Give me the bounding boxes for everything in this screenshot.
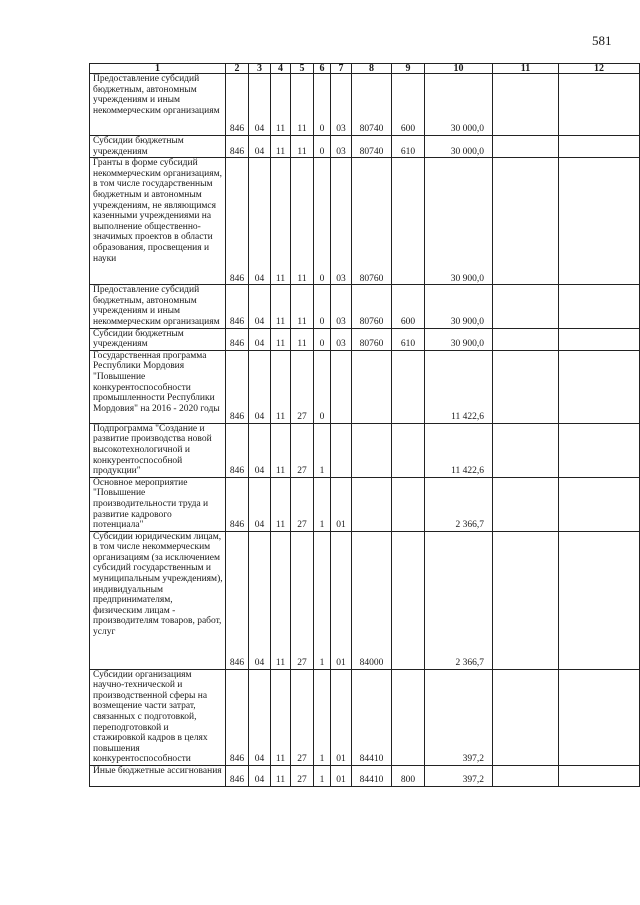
code-cell xyxy=(493,350,559,423)
table-row xyxy=(90,285,640,328)
code-cell: 11 xyxy=(271,328,291,350)
code-cell xyxy=(559,423,640,477)
code-cell: 03 xyxy=(331,328,352,350)
code-cell: 01 xyxy=(331,531,352,669)
column-header: 3 xyxy=(249,64,271,74)
code-cell: 846 xyxy=(226,477,249,531)
code-cell: 610 xyxy=(392,136,425,158)
row-name-cell xyxy=(90,136,226,158)
code-cell: 0 xyxy=(314,285,331,328)
code-cell: 846 xyxy=(226,285,249,328)
code-cell: 03 xyxy=(331,285,352,328)
code-cell: 03 xyxy=(331,158,352,285)
code-cell: 600 xyxy=(392,74,425,136)
code-cell: 80760 xyxy=(352,328,392,350)
code-cell: 11 xyxy=(291,136,314,158)
code-cell xyxy=(559,531,640,669)
code-cell xyxy=(493,766,559,787)
code-cell: 04 xyxy=(249,285,271,328)
column-header: 7 xyxy=(331,64,352,74)
table-row xyxy=(90,423,640,477)
code-cell: 11 xyxy=(271,350,291,423)
code-cell: 04 xyxy=(249,477,271,531)
code-cell: 04 xyxy=(249,350,271,423)
row-name-text: Гранты в форме субсидий некоммерческим организациям, в том числе государственным бюджетным и автономным учреждениям, не являющимся казенными учреждениями на выполнение общественно-значимых проектов в области образования, просвещения и науки xyxy=(93,158,222,264)
code-cell: 11 xyxy=(271,531,291,669)
row-name-cell xyxy=(90,285,226,328)
code-cell xyxy=(493,669,559,765)
row-name-cell xyxy=(90,74,226,136)
code-cell: 11 xyxy=(271,285,291,328)
code-cell: 11 xyxy=(271,423,291,477)
code-cell: 04 xyxy=(249,74,271,136)
code-cell: 04 xyxy=(249,669,271,765)
column-header: 10 xyxy=(425,64,493,74)
code-cell: 27 xyxy=(291,766,314,787)
code-cell: 80760 xyxy=(352,158,392,285)
amount-cell: 11 422,6 xyxy=(425,350,493,423)
budget-table xyxy=(89,63,640,787)
table-row xyxy=(90,74,640,136)
code-cell: 1 xyxy=(314,423,331,477)
table-row xyxy=(90,669,640,765)
code-cell: 1 xyxy=(314,477,331,531)
code-cell xyxy=(559,477,640,531)
code-cell: 01 xyxy=(331,477,352,531)
amount-cell: 30 000,0 xyxy=(425,136,493,158)
code-cell xyxy=(493,158,559,285)
table-row xyxy=(90,158,640,285)
code-cell xyxy=(559,350,640,423)
table-row xyxy=(90,766,640,787)
row-name-text: Субсидии бюджетным учреждениям xyxy=(93,328,184,350)
code-cell: 27 xyxy=(291,350,314,423)
code-cell: 27 xyxy=(291,669,314,765)
code-cell: 27 xyxy=(291,423,314,477)
code-cell: 11 xyxy=(291,74,314,136)
code-cell: 800 xyxy=(392,766,425,787)
amount-cell: 2 366,7 xyxy=(425,531,493,669)
code-cell xyxy=(331,423,352,477)
amount-cell: 397,2 xyxy=(425,669,493,765)
row-name-text: Субсидии юридическим лицам, в том числе некоммерческим организациям (за исключением субсидий государственным и муниципальным учреждениям), индивидуальным предпринимателям, физическим лицам - производителям товаров, работ, услуг xyxy=(93,531,223,638)
code-cell: 84000 xyxy=(352,531,392,669)
code-cell: 80740 xyxy=(352,136,392,158)
row-name-text: Государственная программа Республики Мордовия "Повышение конкурентоспособности промышленности Республики Мордовия" на 2016 - 2020 годы xyxy=(93,350,220,414)
code-cell: 04 xyxy=(249,328,271,350)
column-header: 5 xyxy=(291,64,314,74)
amount-cell: 30 900,0 xyxy=(425,328,493,350)
row-name-text: Иные бюджетные ассигнования xyxy=(93,766,222,777)
code-cell: 846 xyxy=(226,350,249,423)
row-name-cell xyxy=(90,158,226,285)
row-name-cell xyxy=(90,328,226,350)
code-cell xyxy=(392,669,425,765)
code-cell xyxy=(559,285,640,328)
row-name-cell xyxy=(90,423,226,477)
amount-cell: 30 900,0 xyxy=(425,285,493,328)
code-cell xyxy=(493,328,559,350)
table-row xyxy=(90,328,640,350)
code-cell: 01 xyxy=(331,669,352,765)
code-cell xyxy=(559,766,640,787)
code-cell: 0 xyxy=(314,158,331,285)
code-cell: 84410 xyxy=(352,669,392,765)
code-cell xyxy=(392,531,425,669)
code-cell: 11 xyxy=(271,158,291,285)
code-cell: 1 xyxy=(314,669,331,765)
column-header: 8 xyxy=(352,64,392,74)
row-name-cell xyxy=(90,477,226,531)
code-cell xyxy=(352,350,392,423)
code-cell: 846 xyxy=(226,766,249,787)
code-cell xyxy=(559,74,640,136)
code-cell: 846 xyxy=(226,531,249,669)
code-cell: 04 xyxy=(249,136,271,158)
code-cell: 600 xyxy=(392,285,425,328)
row-name-text: Подпрограмма "Создание и развитие производства новой высокотехнологичной и конкурентоспособной продукции" xyxy=(93,423,212,477)
row-name-cell xyxy=(90,531,226,669)
code-cell: 11 xyxy=(271,477,291,531)
code-cell xyxy=(392,158,425,285)
code-cell: 0 xyxy=(314,74,331,136)
code-cell xyxy=(493,531,559,669)
code-cell: 846 xyxy=(226,669,249,765)
code-cell xyxy=(493,74,559,136)
code-cell: 846 xyxy=(226,136,249,158)
code-cell: 84410 xyxy=(352,766,392,787)
code-cell: 11 xyxy=(271,766,291,787)
code-cell: 846 xyxy=(226,158,249,285)
code-cell: 11 xyxy=(271,74,291,136)
code-cell: 846 xyxy=(226,74,249,136)
row-name-text: Субсидии бюджетным учреждениям xyxy=(93,136,184,157)
code-cell: 04 xyxy=(249,423,271,477)
code-cell xyxy=(331,350,352,423)
code-cell xyxy=(493,285,559,328)
code-cell xyxy=(392,350,425,423)
column-header: 6 xyxy=(314,64,331,74)
code-cell: 11 xyxy=(291,328,314,350)
code-cell: 11 xyxy=(291,158,314,285)
code-cell: 01 xyxy=(331,766,352,787)
column-header: 4 xyxy=(271,64,291,74)
code-cell: 11 xyxy=(291,285,314,328)
code-cell: 0 xyxy=(314,136,331,158)
code-cell: 610 xyxy=(392,328,425,350)
column-header: 11 xyxy=(493,64,559,74)
code-cell: 04 xyxy=(249,766,271,787)
amount-cell: 2 366,7 xyxy=(425,477,493,531)
code-cell xyxy=(493,136,559,158)
table-row xyxy=(90,136,640,158)
code-cell xyxy=(352,477,392,531)
table-row xyxy=(90,477,640,531)
code-cell: 1 xyxy=(314,531,331,669)
row-name-cell xyxy=(90,766,226,787)
row-name-cell xyxy=(90,350,226,423)
row-name-text: Предоставление субсидий бюджетным, автономным учреждениям и иным некоммерческим организациям xyxy=(93,74,220,116)
header-row xyxy=(90,64,640,74)
code-cell xyxy=(559,328,640,350)
row-name-text: Субсидии организациям научно-технической и производственной сферы на возмещение части затрат, связанных с подготовкой, переподготовкой и стажировкой кадров в целях повышения конкурентоспособности xyxy=(93,669,208,765)
table-row xyxy=(90,531,640,669)
amount-cell: 11 422,6 xyxy=(425,423,493,477)
row-name-text: Предоставление субсидий бюджетным, автономным учреждениям и иным некоммерческим организациям xyxy=(93,285,220,327)
column-header: 12 xyxy=(559,64,640,74)
amount-cell: 30 900,0 xyxy=(425,158,493,285)
code-cell xyxy=(559,158,640,285)
row-name-cell xyxy=(90,669,226,765)
row-name-text: Основное мероприятие "Повышение производительности труда и развитие кадрового потенциала" xyxy=(93,477,209,531)
code-cell: 0 xyxy=(314,328,331,350)
code-cell: 27 xyxy=(291,477,314,531)
amount-cell: 30 000,0 xyxy=(425,74,493,136)
code-cell: 27 xyxy=(291,531,314,669)
column-header: 1 xyxy=(90,64,226,74)
code-cell xyxy=(392,477,425,531)
code-cell: 04 xyxy=(249,531,271,669)
amount-cell: 397,2 xyxy=(425,766,493,787)
code-cell: 80740 xyxy=(352,74,392,136)
code-cell: 80760 xyxy=(352,285,392,328)
code-cell: 1 xyxy=(314,766,331,787)
code-cell xyxy=(493,423,559,477)
code-cell: 03 xyxy=(331,136,352,158)
table-row xyxy=(90,350,640,423)
code-cell: 11 xyxy=(271,136,291,158)
code-cell: 846 xyxy=(226,423,249,477)
code-cell xyxy=(493,477,559,531)
code-cell xyxy=(559,669,640,765)
code-cell xyxy=(352,423,392,477)
code-cell: 846 xyxy=(226,328,249,350)
code-cell xyxy=(392,423,425,477)
page-number: 581 xyxy=(592,33,612,48)
code-cell: 11 xyxy=(271,669,291,765)
code-cell xyxy=(559,136,640,158)
column-header: 9 xyxy=(392,64,425,74)
code-cell: 04 xyxy=(249,158,271,285)
code-cell: 03 xyxy=(331,74,352,136)
column-header: 2 xyxy=(226,64,249,74)
code-cell: 0 xyxy=(314,350,331,423)
